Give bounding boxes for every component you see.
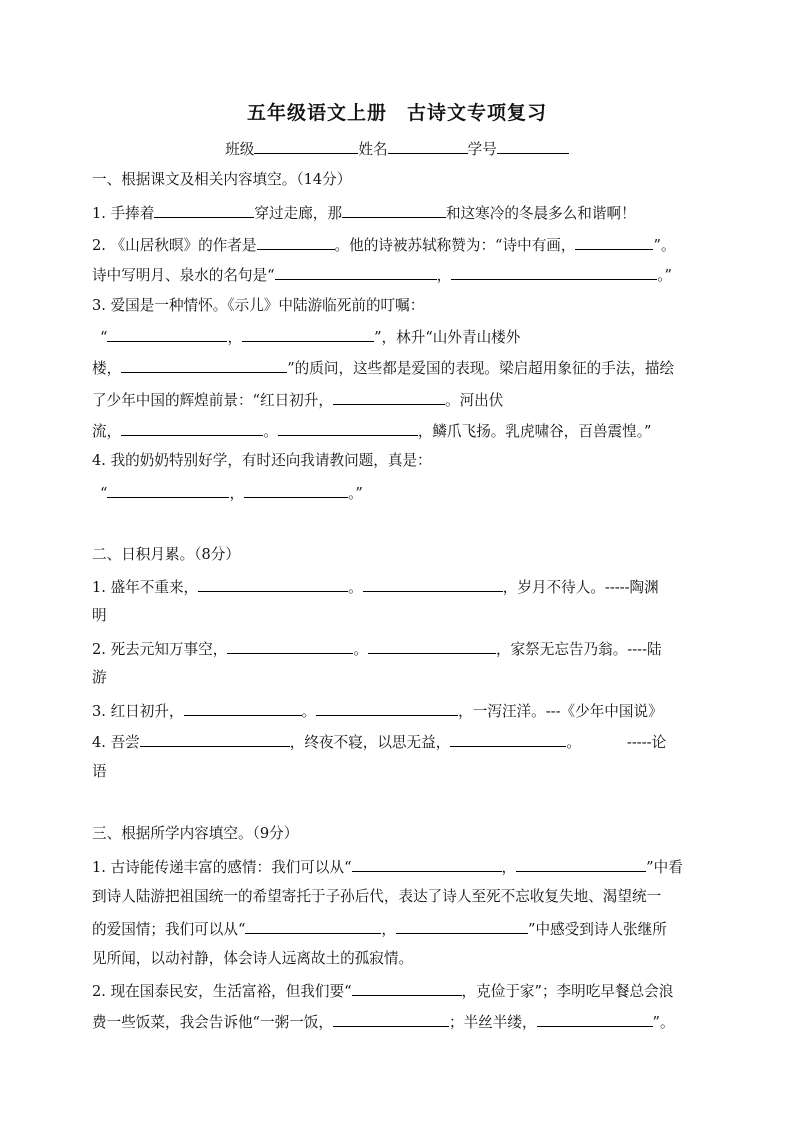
answer-blank[interactable] xyxy=(368,638,496,654)
answer-blank[interactable] xyxy=(278,420,418,436)
s2-q1-line2: 明 xyxy=(92,607,107,624)
answer-blank[interactable] xyxy=(140,731,290,747)
answer-blank[interactable] xyxy=(242,326,374,342)
answer-blank[interactable] xyxy=(257,234,335,250)
answer-blank[interactable] xyxy=(121,420,263,436)
section-1-heading: 一、根据课文及相关内容填空。（14分） xyxy=(92,171,352,188)
s2-q4-line1: 4. 吾尝 ，终夜不寝，以思无益， 。 -----论 xyxy=(92,731,722,753)
answer-blank[interactable] xyxy=(352,980,462,996)
answer-blank[interactable] xyxy=(275,264,437,280)
answer-blank[interactable] xyxy=(352,856,502,872)
class-label: 班级 xyxy=(225,141,255,158)
s2-q3: 3. 红日初升， 。 ，一泻汪洋。---《少年中国说》 xyxy=(92,700,722,722)
answer-blank[interactable] xyxy=(333,389,445,405)
section-3-heading: 三、根据所学内容填空。（9分） xyxy=(92,825,299,842)
answer-blank[interactable] xyxy=(107,326,227,342)
answer-blank[interactable] xyxy=(396,918,528,934)
s1-q4-line1: 4. 我的奶奶特别好学，有时还向我请教问题，真是： xyxy=(92,452,432,469)
s1-q4-line2: “ ， 。” xyxy=(92,482,730,504)
answer-blank[interactable] xyxy=(575,234,653,250)
answer-blank[interactable] xyxy=(451,264,657,280)
s1-q1: 1. 手捧着 穿过走廊，那 和这寒冷的冬晨多么和谐啊！ xyxy=(92,202,722,224)
s3-q1-line4: 见所闻，以动衬静，体会诗人远离故土的孤寂情。 xyxy=(92,950,414,967)
class-blank[interactable] xyxy=(254,138,358,154)
s1-q3-line3: 楼， ”的质问，这些都是爱国的表现。梁启超用象征的手法，描绘 xyxy=(92,357,722,379)
answer-blank[interactable] xyxy=(516,856,646,872)
number-blank[interactable] xyxy=(497,138,569,154)
s1-q3-line2: “ ， ”，林升“山外青山楼外 xyxy=(92,326,730,348)
s3-q2-line2: 费一些饭菜，我会告诉他“一粥一饭， ；半丝半缕， ”。 xyxy=(92,1011,722,1033)
answer-blank[interactable] xyxy=(227,638,353,654)
page-title: 五年级语文上册 古诗文专项复习 xyxy=(246,102,547,124)
section-2-heading: 二、日积月累。（8分） xyxy=(92,546,240,563)
s3-q1-line1: 1. 古诗能传递丰富的感情：我们可以从“ ， ”中看 xyxy=(92,856,722,878)
answer-blank[interactable] xyxy=(198,576,348,592)
s3-q1-line2: 到诗人陆游把祖国统一的希望寄托于子孙后代，表达了诗人至死不忘收复失地、渴望统一 xyxy=(92,888,662,905)
answer-blank[interactable] xyxy=(342,202,446,218)
s2-q4-line2: 语 xyxy=(92,763,107,780)
number-label: 学号 xyxy=(467,141,497,158)
s2-q2-line2: 游 xyxy=(92,669,107,686)
s3-q2-line1: 2. 现在国泰民安，生活富裕，但我们要“ ，克俭于家”；李明吃早餐总会浪 xyxy=(92,980,722,1002)
student-info-row xyxy=(0,138,794,159)
s1-q3-line5: 流， 。 ，鳞爪飞扬。乳虎啸谷，百兽震惶。” xyxy=(92,420,722,442)
name-blank[interactable] xyxy=(388,138,468,154)
answer-blank[interactable] xyxy=(363,576,503,592)
name-label: 姓名 xyxy=(358,141,388,158)
answer-blank[interactable] xyxy=(184,700,302,716)
answer-blank[interactable] xyxy=(316,700,458,716)
s1-q3-line4: 了少年中国的辉煌前景：“红日初升， 。河出伏 xyxy=(92,389,722,411)
s2-q1-line1: 1. 盛年不重来， 。 ，岁月不待人。-----陶渊 xyxy=(92,576,722,598)
answer-blank[interactable] xyxy=(245,918,381,934)
s3-q1-line3: 的爱国情；我们可以从“ ， ”中感受到诗人张继所 xyxy=(92,918,722,940)
answer-blank[interactable] xyxy=(107,482,229,498)
s1-q2-line1: 2. 《山居秋暝》的作者是 。他的诗被苏轼称赞为：“诗中有画， ”。 xyxy=(92,234,722,256)
s1-q3-line1: 3. 爱国是一种情怀。《示儿》中陆游临死前的叮嘱： xyxy=(92,297,425,314)
answer-blank[interactable] xyxy=(244,482,348,498)
s2-q2-line1: 2. 死去元知万事空， 。 ，家祭无忘告乃翁。----陆 xyxy=(92,638,722,660)
answer-blank[interactable] xyxy=(537,1011,653,1027)
answer-blank[interactable] xyxy=(121,357,287,373)
answer-blank[interactable] xyxy=(154,202,254,218)
answer-blank[interactable] xyxy=(333,1011,449,1027)
answer-blank[interactable] xyxy=(450,731,566,747)
s1-q2-line2: 诗中写明月、泉水的名句是“ ， 。” xyxy=(92,264,722,286)
